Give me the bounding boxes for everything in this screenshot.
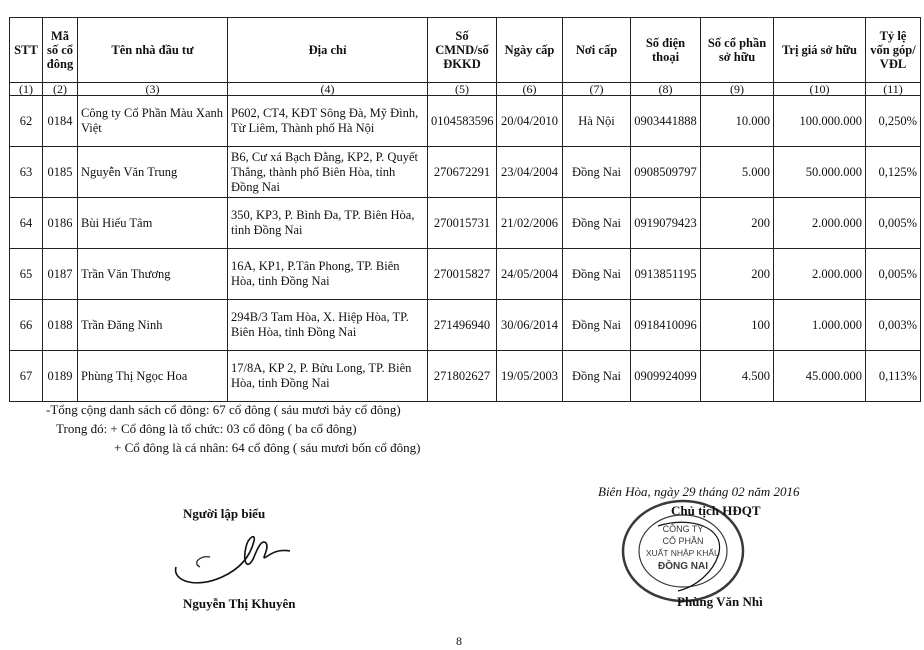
cell-address: 17/8A, KP 2, P. Bửu Long, TP. Biên Hòa, tỉnh Đồng Nai [228,351,428,402]
cell-address: 350, KP3, P. Bình Đa, TP. Biên Hòa, tỉnh Đồng Nai [228,198,428,249]
header-issue-date: Ngày cấp [497,18,563,83]
column-number: (4) [228,83,428,96]
cell-stt: 67 [10,351,43,402]
cell-stt: 63 [10,147,43,198]
column-number-row [10,83,921,96]
preparer-name: Nguyễn Thị Khuyên [183,596,296,611]
cell-phone: 0913851195 [631,249,701,300]
cell-name: Công ty Cổ Phần Màu Xanh Việt [78,96,228,147]
summary-organizations: Trong đó: + Cổ đông là tổ chức: 03 cổ đông ( ba cổ đông) [56,421,357,436]
cell-address: P602, CT4, KĐT Sông Đà, Mỹ Đình, Từ Liêm, Thành phố Hà Nội [228,96,428,147]
seal-line-4: ĐỒNG NAI [658,561,708,572]
cell-value: 2.000.000 [774,249,866,300]
cell-value: 100.000.000 [774,96,866,147]
cell-id-number: 271802627 [428,351,497,402]
cell-phone: 0919079423 [631,198,701,249]
header-stt: STT [10,18,43,83]
cell-ratio: 0,113% [866,351,921,402]
cell-id-number: 271496940 [428,300,497,351]
cell-value: 2.000.000 [774,198,866,249]
cell-name: Phùng Thị Ngọc Hoa [78,351,228,402]
shareholder-table [9,17,921,402]
column-number: (6) [497,83,563,96]
cell-phone: 0903441888 [631,96,701,147]
cell-ratio: 0,003% [866,300,921,351]
cell-stt: 64 [10,198,43,249]
cell-issue-place: Đồng Nai [563,249,631,300]
cell-ratio: 0,005% [866,249,921,300]
header-shareholder-code: Mã số cổ đông [43,18,78,83]
cell-stt: 62 [10,96,43,147]
cell-issue-date: 30/06/2014 [497,300,563,351]
cell-ratio: 0,005% [866,198,921,249]
cell-code: 0188 [43,300,78,351]
cell-id-number: 270015731 [428,198,497,249]
chairman-title: Chủ tịch HĐQT [671,503,761,518]
cell-phone: 0909924099 [631,351,701,402]
cell-shares: 5.000 [701,147,774,198]
cell-value: 1.000.000 [774,300,866,351]
header-issue-place: Nơi cấp [563,18,631,83]
cell-issue-place: Hà Nội [563,96,631,147]
summary-block [46,400,420,457]
table-row [10,198,921,249]
column-number: (3) [78,83,228,96]
table-row [10,249,921,300]
header-shares: Số cổ phần sở hữu [701,18,774,83]
cell-address: 294B/3 Tam Hòa, X. Hiệp Hòa, TP. Biên Hòa, tỉnh Đồng Nai [228,300,428,351]
cell-name: Nguyễn Văn Trung [78,147,228,198]
column-number: (8) [631,83,701,96]
cell-shares: 200 [701,198,774,249]
cell-phone: 0918410096 [631,300,701,351]
cell-ratio: 0,125% [866,147,921,198]
column-number: (7) [563,83,631,96]
column-number: (1) [10,83,43,96]
cell-shares: 10.000 [701,96,774,147]
cell-id-number: 270672291 [428,147,497,198]
cell-name: Bùi Hiếu Tâm [78,198,228,249]
cell-code: 0189 [43,351,78,402]
cell-issue-place: Đồng Nai [563,147,631,198]
cell-code: 0184 [43,96,78,147]
seal-line-3: XUẤT NHẬP KHẨU [645,548,721,558]
column-number: (2) [43,83,78,96]
cell-name: Trần Đăng Ninh [78,300,228,351]
preparer-signature [170,527,300,593]
column-number: (11) [866,83,921,96]
column-number: (5) [428,83,497,96]
cell-issue-date: 24/05/2004 [497,249,563,300]
cell-stt: 65 [10,249,43,300]
cell-issue-date: 21/02/2006 [497,198,563,249]
cell-code: 0186 [43,198,78,249]
date-line: Biên Hòa, ngày 29 tháng 02 năm 2016 [598,484,800,499]
cell-value: 45.000.000 [774,351,866,402]
seal-line-1: CÔNG TY [662,524,704,534]
column-number: (10) [774,83,866,96]
cell-ratio: 0,250% [866,96,921,147]
column-number: (9) [701,83,774,96]
cell-id-number: 0104583596 [428,96,497,147]
table-row [10,351,921,402]
table-header-row [10,18,921,83]
prepared-by-title: Người lập biểu [183,506,266,521]
cell-address: B6, Cư xá Bạch Đằng, KP2, P. Quyết Thắng, thành phố Biên Hòa, tỉnh Đồng Nai [228,147,428,198]
cell-issue-date: 20/04/2010 [497,96,563,147]
cell-shares: 100 [701,300,774,351]
header-id-number: Số CMND/số ĐKKD [428,18,497,83]
cell-name: Trần Văn Thương [78,249,228,300]
cell-issue-date: 23/04/2004 [497,147,563,198]
cell-issue-place: Đồng Nai [563,198,631,249]
cell-code: 0187 [43,249,78,300]
cell-address: 16A, KP1, P.Tân Phong, TP. Biên Hòa, tỉnh Đồng Nai [228,249,428,300]
table-row [10,147,921,198]
cell-stt: 66 [10,300,43,351]
cell-issue-place: Đồng Nai [563,351,631,402]
table-row [10,300,921,351]
page-number: 8 [456,634,462,648]
cell-code: 0185 [43,147,78,198]
cell-issue-place: Đồng Nai [563,300,631,351]
cell-shares: 200 [701,249,774,300]
cell-shares: 4.500 [701,351,774,402]
cell-issue-date: 19/05/2003 [497,351,563,402]
chairman-name: Phùng Văn Nhì [677,594,763,609]
summary-individuals: + Cổ đông là cá nhân: 64 cổ đông ( sáu mươi bốn cổ đông) [114,440,421,455]
cell-id-number: 270015827 [428,249,497,300]
header-investor-name: Tên nhà đầu tư [78,18,228,83]
header-ratio: Tỷ lệ vốn góp/ VĐL [866,18,921,83]
header-phone: Số điện thoại [631,18,701,83]
header-value: Trị giá sở hữu [774,18,866,83]
cell-value: 50.000.000 [774,147,866,198]
seal-line-2: CỔ PHẦN [662,536,704,546]
cell-phone: 0908509797 [631,147,701,198]
summary-total: -Tổng cộng danh sách cổ đông: 67 cổ đông ( sáu mươi bảy cổ đông) [46,402,401,417]
table-row [10,96,921,147]
header-address: Địa chỉ [228,18,428,83]
